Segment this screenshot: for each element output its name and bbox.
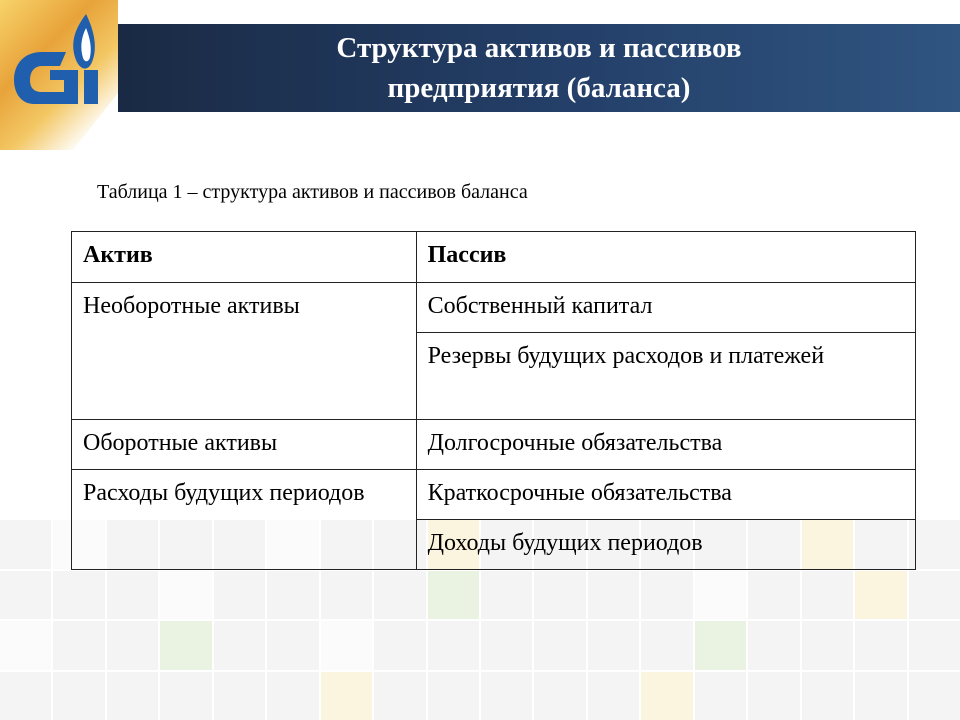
header-liabilities: Пассив: [416, 232, 915, 283]
page-title: [336, 28, 741, 108]
liability-cell: Долгосрочные обязательства: [416, 420, 915, 470]
liability-cell: Резервы будущих расходов и платежей: [416, 333, 915, 420]
title-line-2: предприятия (баланса): [387, 72, 691, 104]
gazprom-logo-icon: [4, 8, 112, 118]
logo-background: [0, 0, 118, 150]
liability-cell: Краткосрочные обязательства: [416, 470, 915, 520]
table-row: [72, 470, 916, 520]
title-bar: [118, 24, 960, 112]
asset-cell: Необоротные активы: [72, 283, 417, 420]
title-line-1: Структура активов и пассивов: [336, 32, 742, 64]
balance-structure-table: [71, 231, 916, 570]
liability-cell: Собственный капитал: [416, 283, 915, 333]
table-row: [72, 283, 916, 333]
asset-cell: Оборотные активы: [72, 420, 417, 470]
liability-cell: Доходы будущих периодов: [416, 520, 915, 570]
asset-cell: Расходы будущих периодов: [72, 470, 417, 570]
table-row: [72, 420, 916, 470]
table-header-row: [72, 232, 916, 283]
table-caption: Таблица 1 – структура активов и пассивов баланса: [97, 181, 528, 203]
header-assets: Актив: [72, 232, 417, 283]
